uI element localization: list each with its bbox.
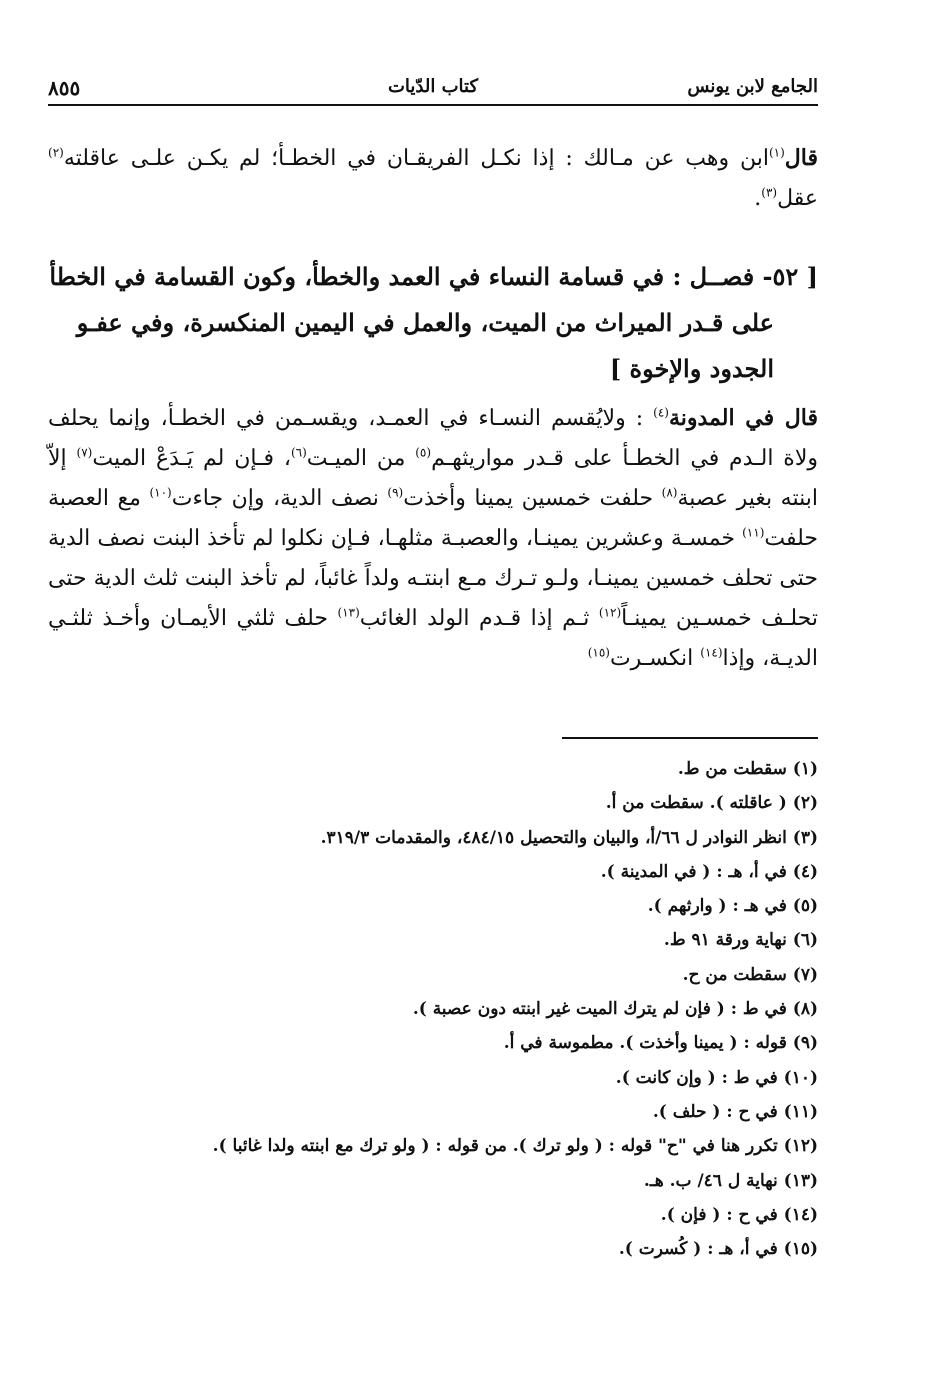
footnote: (٧) سقطت من ح. — [682, 964, 818, 985]
note-marker: (١٥) — [587, 645, 610, 660]
page-number: ٨٥٥ — [48, 76, 81, 100]
note-marker: (٩) — [387, 485, 404, 500]
footnote-rule — [562, 737, 818, 739]
footnote: (١) سقطت من ط. — [677, 759, 818, 779]
book-title: الجامع لابن يونس — [687, 76, 818, 97]
paragraph-1-lead: قال — [784, 145, 818, 171]
paragraph-1-text: ابن وهب عن مـالك : إذا نكـل الفريقـان في الخطـأ؛ لم يكـن علـى عاقلته — [63, 146, 769, 171]
footnote: (٩) قوله : ( يمينا وأخذت ). مطموسة في أ. — [503, 1033, 818, 1054]
paragraph-2-text: ولايُقسم النسـاء في العمـد، ويقسـمن في الخطـأ، وإنما يحلف ولاة الـدم في الخطـأ على قـدر مواريثهـم — [48, 406, 819, 471]
footnote: (٥) في هـ : ( وارثهم ). — [647, 896, 818, 917]
paragraph-2-text: نصف الدية، وإن جاءت — [171, 486, 379, 511]
paragraph-2-lead: قال في المدونة — [668, 405, 819, 431]
note-marker: (٤) — [653, 405, 669, 420]
footnote: (١٠) في ط : ( وإن كانت ). — [615, 1067, 818, 1088]
paragraph-2-text: انكسـرت — [609, 646, 694, 671]
paragraph-2-text: حلفت خمسين يمينا وأخذت — [403, 486, 654, 511]
paragraph-2-text: من الميـت — [306, 446, 406, 471]
footnote: (١٣) نهاية ل ٤٦/ ب. هـ. — [643, 1170, 818, 1191]
footnote: (١٢) تكرر هنا في "ح" قوله : ( ولو ترك ). من قوله : ( ولو ترك مع ابنته ولدا غائبا ). — [212, 1136, 818, 1157]
note-marker: (٣) — [761, 185, 778, 200]
paragraph-1: قال$^{(١)}$ابن وهب عن مـالك : إذا نكـل الفريقـان في الخطـأ؛ لم يكـن علـى عاقلته$^{(٢)}$ عقل$^{(٣)}$. — [48, 145, 818, 211]
section-heading-line-3: الجدود والإخوة ] — [609, 354, 774, 383]
paragraph-2-text: خمسـة وعشرين يمينـا، والعصبـة مثلهـا، فـإن نكلوا لم تأخذ البنت نصف الدية حتى تحلف خمسين يمينـا، ولـو تـرك مـع ابنتـه ولداً غائباً، لم تأخذ البنت ثلث الدية حتى تحلـف خمسـين يمينـاً — [48, 526, 818, 631]
footnote: (٣) انظر النوادر ل ٦٦/أ، والبيان والتحصيل ٤٨٤/١٥، والمقدمات ٣١٩/٣. — [320, 827, 818, 848]
footnote: (١١) في ح : ( حلف ). — [652, 1101, 818, 1122]
section-heading-line-2: على قـدر الميراث من الميت، والعمل في اليمين المنكسرة، وفي عفـو — [76, 308, 774, 337]
footnote: (٦) نهاية ورقة ٩١ ط. — [663, 930, 818, 951]
footnote: (١٥) في أ، هـ : ( كُسرت ). — [618, 1239, 818, 1260]
footnote: (٢) ( عاقلته ). سقطت من أ. — [605, 793, 818, 814]
paragraph-2-text: مع العصبة حلفت — [48, 486, 818, 551]
note-marker: (١٠) — [149, 485, 172, 500]
paragraph-2-text: ثـم إذا قـدم الولد الغائب — [359, 606, 590, 631]
paragraph-1-end: عقل — [777, 186, 818, 211]
note-marker: (٨) — [661, 485, 678, 500]
note-marker: (١٤) — [700, 645, 723, 660]
note-marker: (١٣) — [337, 605, 360, 620]
section-heading — [48, 254, 818, 392]
paragraph-2-text: حلف ثلثي الأيمـان وأخـذ ثلثـي الديـة، وإذا — [48, 606, 818, 671]
paragraph-2: قال في المدونة$^{(٤)}$ : ولايُقسم النسـاء في العمـد، ويقسـمن في الخطـأ، وإنما يحلف ولاة الـدم في الخطـأ على قـدر مواريثهـم$^{(٥)}$ من الميـت$^{(٦)}$، فـإن لم يَـدَعْ الميت$^{(٧)}$ إلاّ ابنته بغير عصبة$^{(٨)}$ حلفت خمسين يمينا وأخذت$^{(٩)}$ نصف الدية، وإن جاءت$^{(١٠)}$ مع العصبة حلفت$^{(١١)}$ خمسـة وعشرين يمينـا، والعصبـة مثلهـا، فـإن نكلوا لم تأخذ البنت نصف الدية حتى تحلف خمسين يمينـا، ولـو تـرك مـع ابنتـه ولداً غائباً، لم تأخذ البنت ثلث الدية حتى تحلـف خمسـين يمينـاً$^{(١٢)}$ ثـم إذا قـدم الولد الغائب$^{(١٣)}$ حلف ثلثي الأيمـان وأخـذ ثلثـي الديـة، وإذا$^{(١٤)}$ انكسـرت$^{(١٥)}$ — [48, 405, 819, 671]
note-marker: (١) — [768, 145, 785, 160]
footnote: (١٤) في ح : ( فإن ). — [660, 1204, 818, 1225]
note-marker: (١٢) — [598, 605, 622, 620]
chapter-title: كتاب الدّيات — [387, 76, 479, 97]
header-rule — [48, 104, 818, 106]
footnote: (٨) في ط : ( فإن لم يترك الميت غير ابنته دون عصبة ). — [412, 999, 818, 1020]
paragraph-2-text: ، فـإن لم يَـدَعْ الميت — [92, 446, 291, 471]
paragraph-2-text: إلاّ ابنته بغير عصبة — [48, 446, 818, 511]
note-marker: (٧) — [76, 445, 93, 460]
running-header — [48, 76, 818, 104]
note-marker: (٢) — [48, 145, 64, 160]
note-marker: (٦) — [290, 445, 307, 460]
footnotes — [48, 752, 818, 1266]
note-marker: (١١) — [742, 525, 765, 540]
footnote: (٤) في أ، هـ : ( في المدينة ). — [600, 861, 818, 882]
note-marker: (٥) — [415, 445, 432, 460]
section-heading-line-1: [ ٥٢- فصــل : في قسامة النساء في العمد والخطأ، وكون القسامة في الخطأ — [49, 262, 818, 291]
